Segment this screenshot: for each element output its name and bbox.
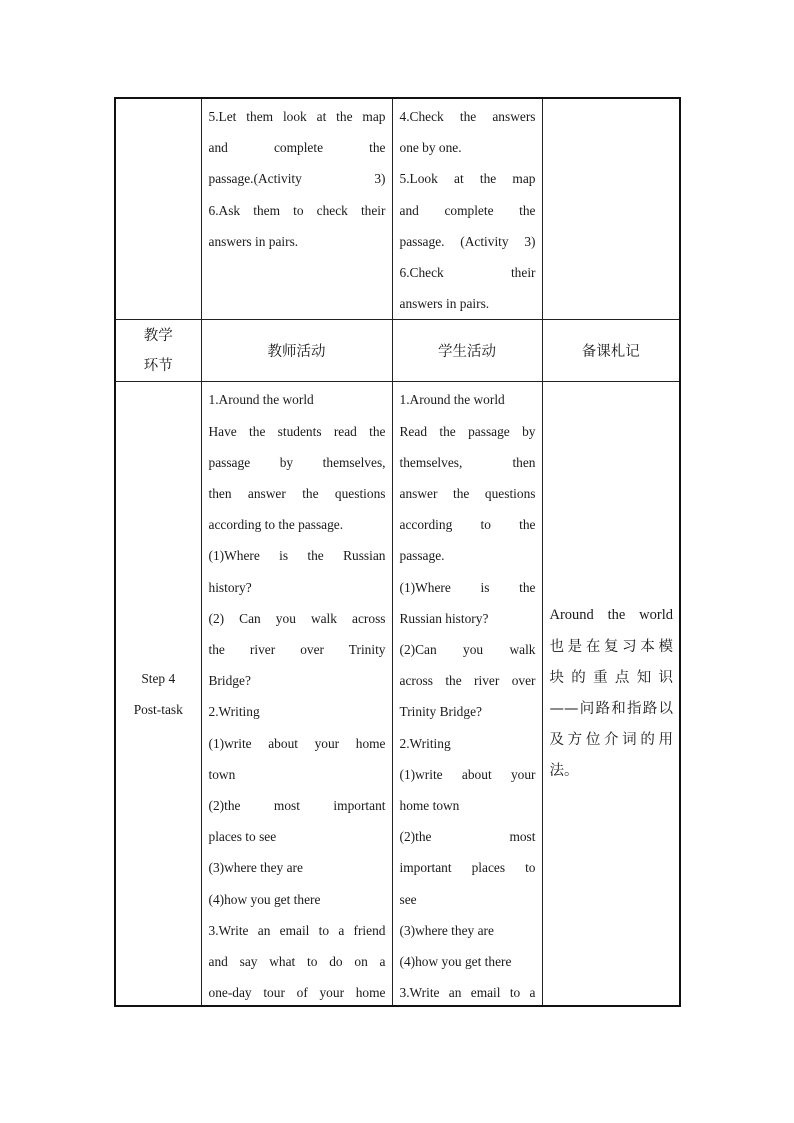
text-line: 1.Around the world [208, 392, 314, 408]
notes-line: ——问路和指路以 [549, 700, 673, 717]
text-line: (2) Can you walk across [208, 610, 386, 626]
student-activity-cell [392, 382, 542, 1007]
text-line: 2.Writing [208, 704, 260, 720]
text-line: (4)how you get there [399, 954, 512, 970]
text-line: answer the questions [399, 486, 536, 502]
header-stage-line: 教学 [143, 327, 173, 344]
text-line: (3)where they are [399, 922, 494, 938]
text-line: passage by themselves, [208, 454, 386, 470]
notes-line: 块的重点知识 [549, 669, 673, 686]
text-line: then answer the questions [208, 486, 386, 502]
text-line: (3)where they are [208, 860, 303, 876]
notes-cell-empty [542, 98, 680, 320]
text-line: 1.Around the world [399, 392, 505, 408]
notes-cell [542, 382, 680, 1007]
text-line: (2)Can you walk [399, 642, 536, 658]
text-line: according to the passage. [208, 517, 344, 533]
text-line: 6.Check their [399, 265, 536, 281]
text-line: and complete the [208, 140, 386, 156]
text-line: 2.Writing [399, 735, 451, 751]
text-line: (1)Where is the Russian [208, 548, 386, 564]
text-line: (1)write about your [399, 766, 536, 782]
table-header-row [115, 320, 680, 382]
text-line: 4.Check the answers [399, 109, 536, 124]
text-line: Read the passage by [399, 423, 536, 439]
text-line: important places to [399, 860, 536, 876]
text-line: Have the students read the [208, 423, 386, 439]
text-line: and complete the [399, 202, 536, 218]
stage-cell-empty [115, 98, 201, 320]
table-row [115, 98, 680, 320]
notes-line: 法。 [549, 763, 579, 780]
text-line: across the river over [399, 673, 536, 689]
text-line: Bridge? [208, 673, 251, 689]
text-line: 3.Write an email to a friend [208, 922, 386, 938]
text-line: Russian history? [399, 610, 489, 626]
text-line: passage.(Activity 3) [208, 171, 386, 187]
header-teacher: 教师活动 [201, 320, 392, 382]
text-line: passage. [399, 548, 445, 564]
header-notes: 备课札记 [542, 320, 680, 382]
text-line: Trinity Bridge? [399, 704, 482, 720]
header-stage-line: 环节 [143, 357, 173, 374]
student-activity-cell [392, 98, 542, 320]
text-line: according to the [399, 517, 536, 533]
text-line: the river over Trinity [208, 642, 386, 658]
text-line: themselves, then [399, 454, 536, 470]
stage-label: Step 4 [141, 670, 176, 686]
text-line: (4)how you get there [208, 891, 321, 907]
text-line: answers in pairs. [208, 233, 299, 249]
text-line: places to see [208, 829, 277, 845]
text-line: 6.Ask them to check their [208, 202, 386, 218]
notes-line: Around the world [549, 607, 673, 624]
header-stage [115, 320, 201, 382]
text-line: passage. (Activity 3) [399, 233, 536, 249]
text-line: (1)write about your home [208, 735, 386, 751]
stage-cell [115, 382, 201, 1007]
text-line: (1)Where is the [399, 579, 536, 595]
text-line: see [399, 891, 417, 907]
text-line: 3.Write an email to a [399, 985, 536, 1001]
text-line: (2)the most important [208, 798, 386, 814]
text-line: 5.Let them look at the map [208, 109, 386, 124]
text-line: (2)the most [399, 829, 536, 845]
text-line: town [208, 766, 236, 782]
lesson-plan-table [114, 97, 681, 1007]
teacher-activity-cell [201, 382, 392, 1007]
text-line: and say what to do on a [208, 954, 386, 970]
text-line: one-day tour of your home [208, 985, 386, 1001]
table-row [115, 382, 680, 1007]
text-line: answers in pairs. [399, 296, 490, 312]
notes-line: 也是在复习本模 [549, 638, 673, 655]
text-line: home town [399, 798, 460, 814]
notes-line: 及方位介词的用 [549, 732, 673, 749]
text-line: history? [208, 579, 252, 595]
text-line: 5.Look at the map [399, 171, 536, 187]
text-line: one by one. [399, 140, 462, 156]
teacher-activity-cell [201, 98, 392, 320]
header-student: 学生活动 [392, 320, 542, 382]
stage-sublabel: Post-task [133, 701, 183, 717]
